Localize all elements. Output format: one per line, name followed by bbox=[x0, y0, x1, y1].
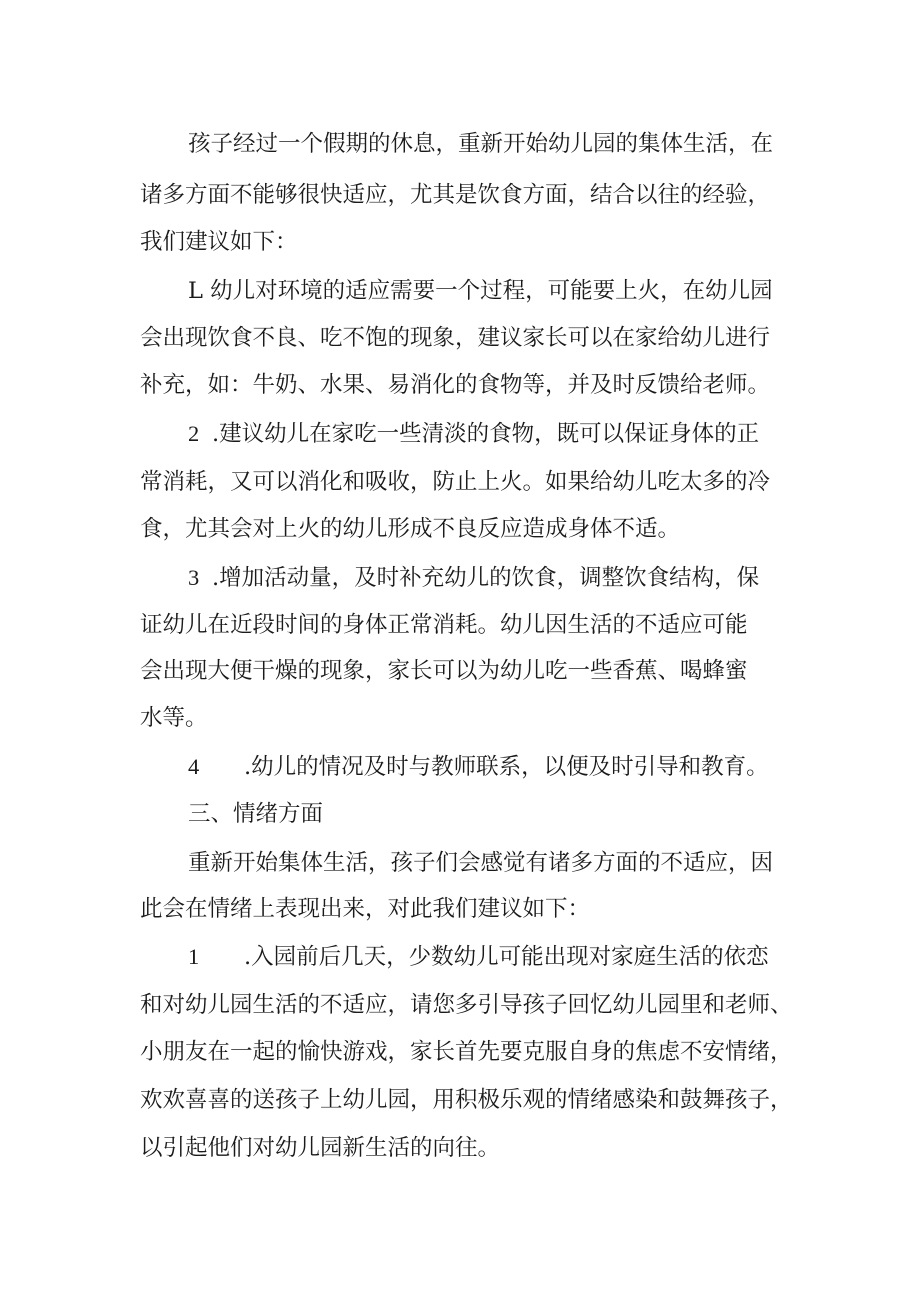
diet-item-3-line: 会出现大便干燥的现象，家长可以为幼儿吃一些香蕉、喝蜂蜜 bbox=[140, 658, 748, 684]
diet-item-2-number: 2 bbox=[188, 421, 200, 446]
diet-item-1-line: 会出现饮食不良、吃不饱的现象，建议家长可以在家给幼儿进行 bbox=[140, 325, 771, 351]
diet-item-2-line: .建议幼儿在家吃一些清淡的食物，既可以保证身体的正 bbox=[212, 421, 760, 447]
diet-item-4-number: 4 bbox=[188, 754, 200, 779]
emotion-item-1-line: .入园前后几天，少数幼儿可能出现对家庭生活的依恋 bbox=[244, 944, 769, 970]
intro-paragraph-line: 我们建议如下： bbox=[140, 229, 298, 255]
diet-item-3-line: 水等。 bbox=[140, 705, 208, 731]
diet-item-1-line: 补充，如：牛奶、水果、易消化的食物等，并及时反馈给老师。 bbox=[140, 372, 771, 398]
section-heading: 三、情绪方面 bbox=[188, 801, 324, 827]
diet-item-2-line: 食，尤其会对上火的幼儿形成不良反应造成身体不适。 bbox=[140, 516, 681, 542]
emotion-intro-line: 重新开始集体生活，孩子们会感觉有诸多方面的不适应，因 bbox=[188, 850, 774, 876]
emotion-intro-line: 此会在情绪上表现出来，对此我们建议如下： bbox=[140, 896, 591, 922]
emotion-item-1-line: 小朋友在一起的愉快游戏，家长首先要克服自身的焦虑不安情绪， bbox=[140, 1039, 793, 1065]
diet-item-3-number: 3 bbox=[188, 565, 200, 590]
emotion-item-1-line: 和对幼儿园生活的不适应，请您多引导孩子回忆幼儿园里和老师、 bbox=[140, 992, 793, 1018]
emotion-item-1-line: 欢欢喜喜的送孩子上幼儿园，用积极乐观的情绪感染和鼓舞孩子， bbox=[140, 1087, 793, 1113]
diet-item-3-line: 证幼儿在近段时间的身体正常消耗。幼儿因生活的不适应可能 bbox=[140, 612, 748, 638]
intro-paragraph-line: 诸多方面不能够很快适应，尤其是饮食方面，结合以往的经验， bbox=[140, 182, 771, 208]
diet-item-3-line: .增加活动量，及时补充幼儿的饮食，调整饮食结构，保 bbox=[212, 565, 760, 591]
diet-item-2-line: 常消耗，又可以消化和吸收，防止上火。如果给幼儿吃太多的冷 bbox=[140, 469, 771, 495]
diet-item-4-line: .幼儿的情况及时与教师联系，以便及时引导和教育。 bbox=[244, 754, 769, 780]
emotion-item-1-line: 以引起他们对幼儿园新生活的向往。 bbox=[140, 1135, 501, 1161]
diet-item-1-line: L 幼儿对环境的适应需要一个过程，可能要上火，在幼儿园 bbox=[188, 278, 773, 304]
emotion-item-1-number: 1 bbox=[188, 944, 200, 969]
intro-paragraph-line: 孩子经过一个假期的休息，重新开始幼儿园的集体生活，在 bbox=[188, 131, 774, 157]
